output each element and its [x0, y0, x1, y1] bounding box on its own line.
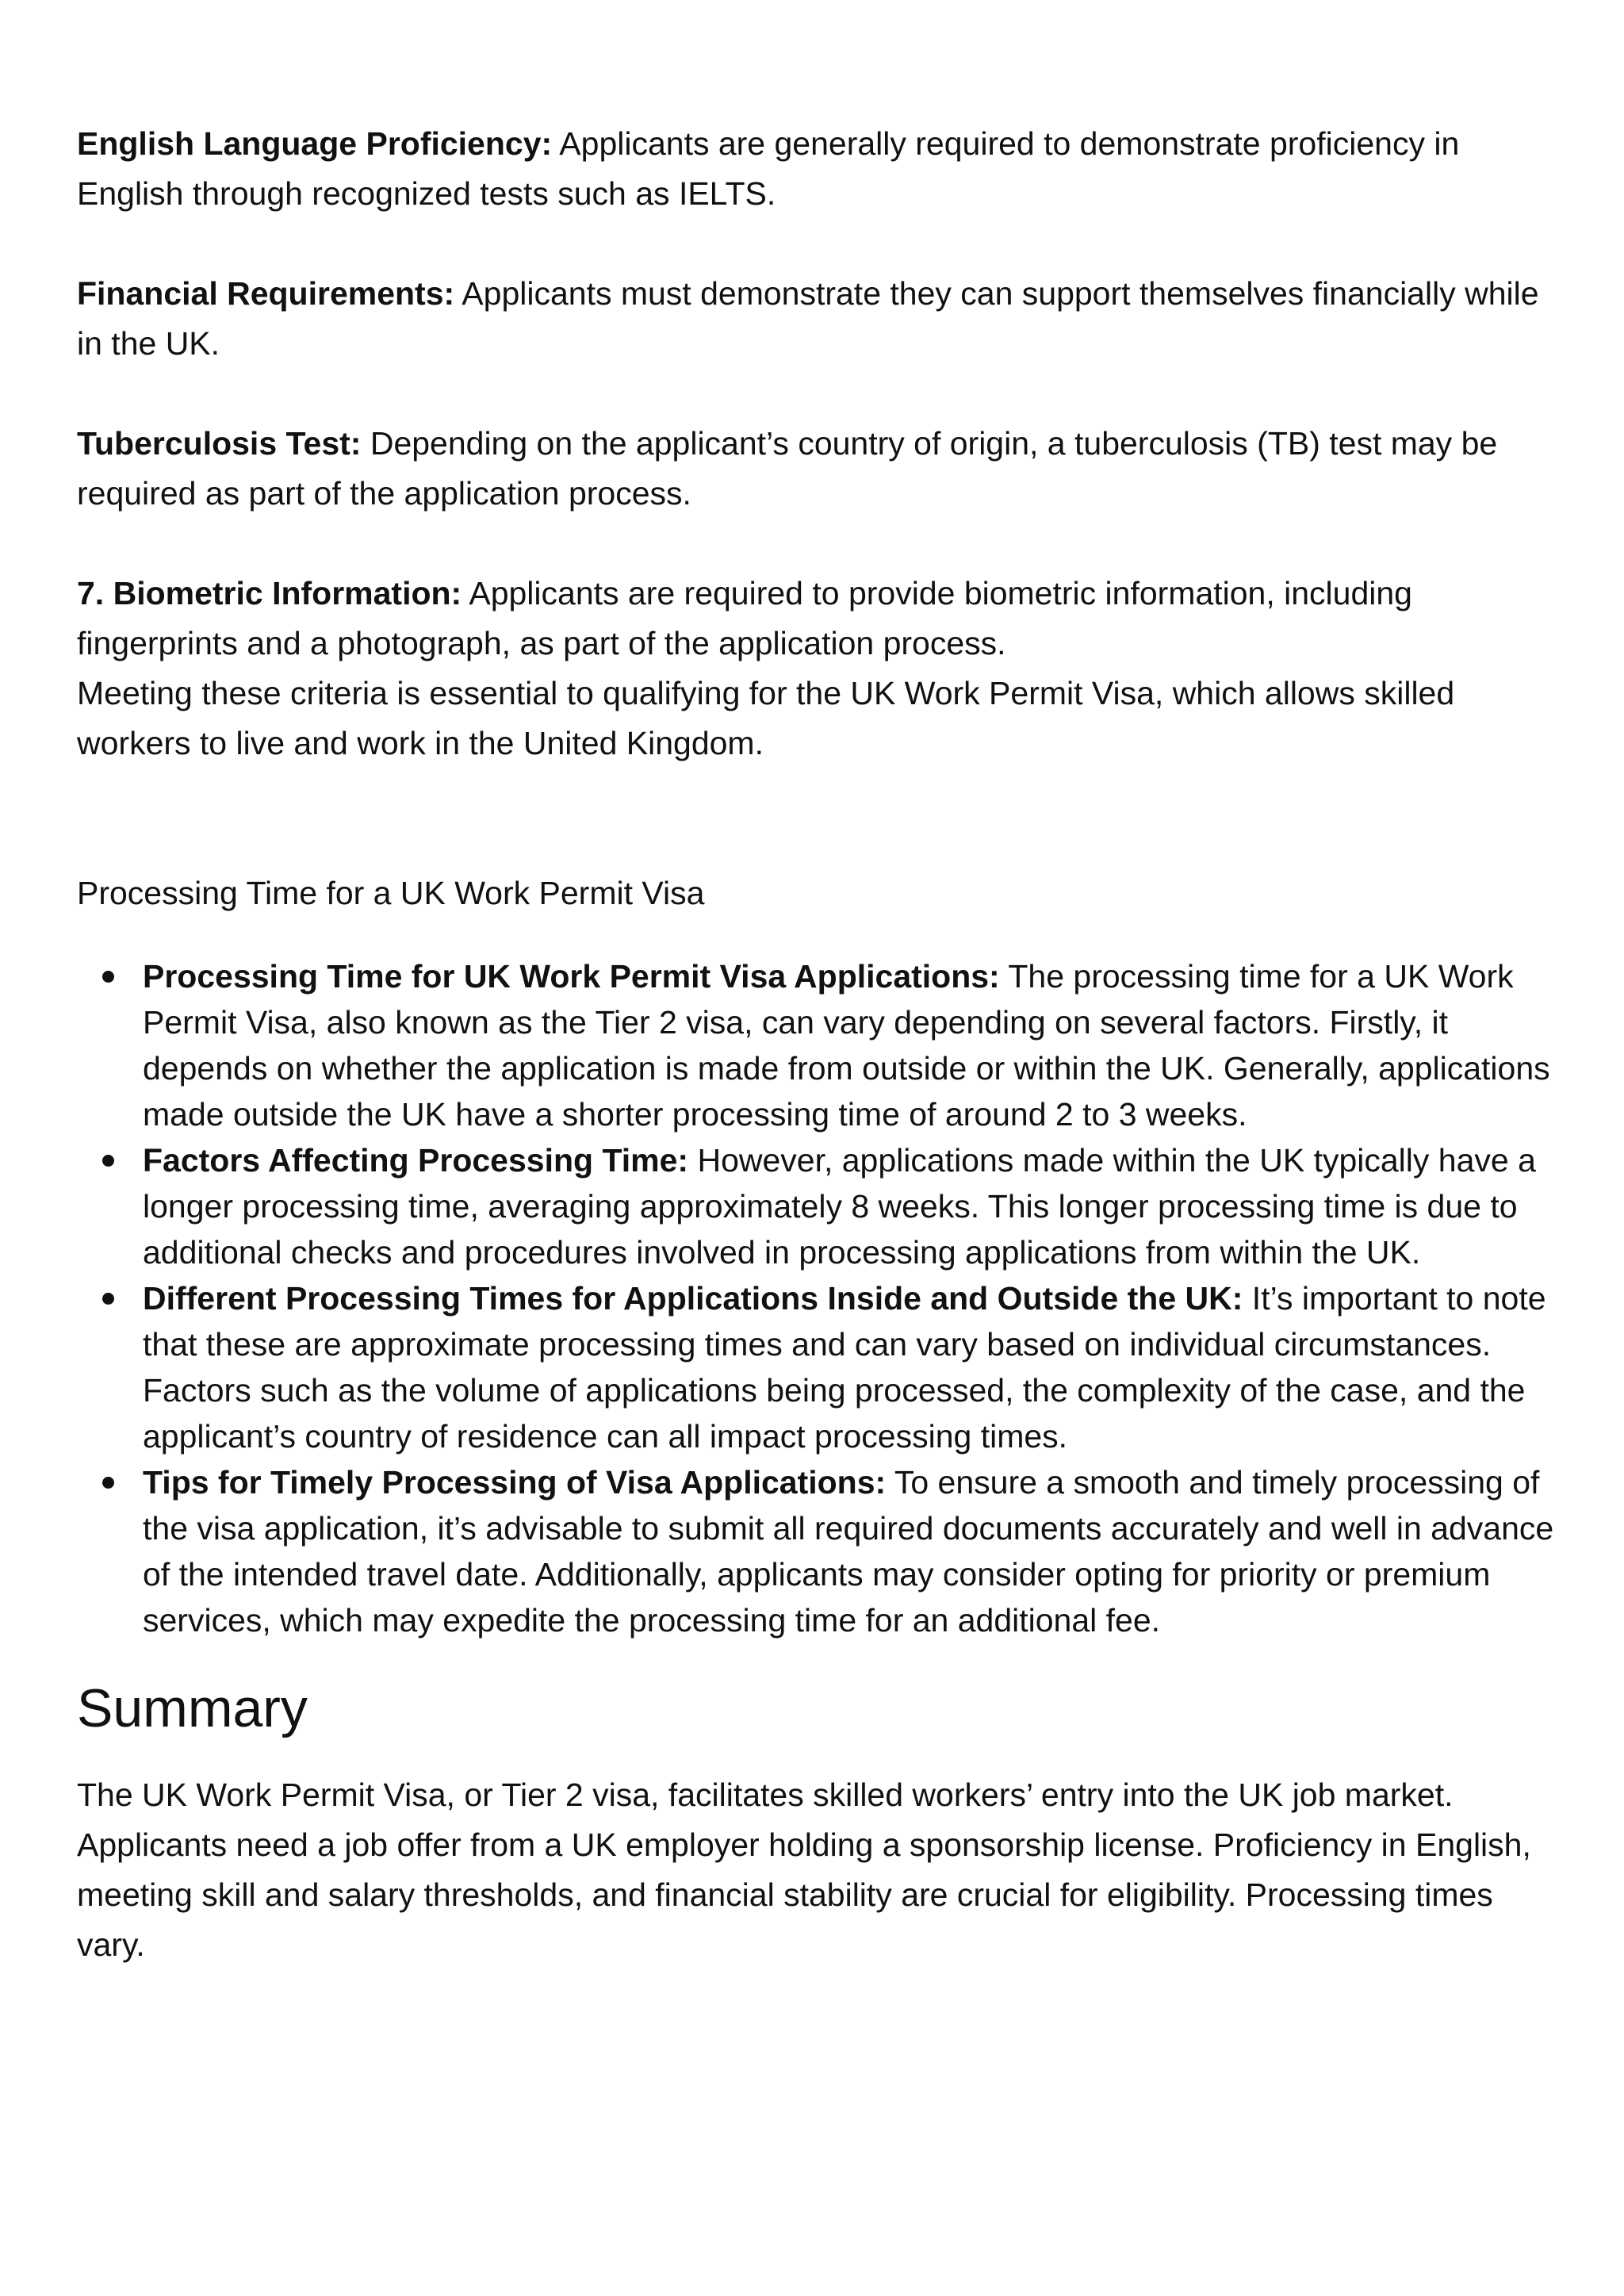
list-item — [77, 1275, 1568, 1459]
list-item-label: Different Processing Times for Applications Inside and Outside the UK: — [143, 1280, 1243, 1317]
document-page — [77, 119, 1568, 1970]
list-item — [77, 1459, 1568, 1643]
list-item-text: The processing time for a UK Work Permit Visa, also known as the Tier 2 visa, can vary depending on several factors. Firstly, it depends on whether the application is made from outside or within the UK. Generally, applications made outside the UK have a shorter processing time of around 2 to 3 weeks. — [143, 958, 1550, 1133]
criterion-text: Applicants are generally required to demonstrate proficiency in English through recognized tests such as IELTS. — [77, 125, 1460, 212]
bullet-icon — [102, 1477, 114, 1489]
criterion-label: Tuberculosis Test: — [77, 425, 362, 462]
list-item-text: To ensure a smooth and timely processing of the visa application, it’s advisable to submit all required documents accurately and well in advance of the intended travel date. Additionally, applicants may consider opting for priority or premium services, which may expedite the processing time for an additional fee. — [143, 1464, 1554, 1639]
summary-text: The UK Work Permit Visa, or Tier 2 visa, facilitates skilled workers’ entry into the UK job market. Applicants need a job offer from a UK employer holding a sponsorship license. Proficiency in English, meeting skill and salary thresholds, and financial stability are crucial for eligibility. Processing times vary. — [77, 1777, 1531, 1963]
criterion-text: Depending on the applicant’s country of origin, a tuberculosis (TB) test may be required as part of the application process. — [77, 425, 1498, 512]
criterion-label: 7. Biometric Information: — [77, 575, 462, 611]
bullet-icon — [102, 1155, 114, 1167]
summary-heading: Summary — [77, 1678, 308, 1738]
criterion-label: Financial Requirements: — [77, 275, 455, 312]
closing-note: Meeting these criteria is essential to qualifying for the UK Work Permit Visa, which allows skilled workers to live and work in the United Kingdom. — [77, 675, 1455, 761]
list-item-text: However, applications made within the UK typically have a longer processing time, averaging approximately 8 weeks. This longer processing time is due to additional checks and procedures involved in processing applications from within the UK. — [143, 1142, 1536, 1271]
bullet-icon — [102, 1293, 114, 1305]
list-item-text: It’s important to note that these are approximate processing times and can vary based on individual circumstances. Factors such as the volume of applications being processed, the complexity of the case, and the applicant’s country of residence can all impact processing times. — [143, 1280, 1546, 1455]
list-item — [77, 953, 1568, 1137]
processing-heading: Processing Time for a UK Work Permit Visa — [77, 875, 705, 911]
criterion-biometric — [77, 569, 1568, 669]
list-item-label: Factors Affecting Processing Time: — [143, 1142, 689, 1179]
list-item-label: Processing Time for UK Work Permit Visa Applications: — [143, 958, 1000, 995]
criterion-tuberculosis — [77, 419, 1568, 519]
processing-list — [77, 953, 1568, 1643]
criterion-label: English Language Proficiency: — [77, 125, 553, 162]
criterion-text: Applicants must demonstrate they can support themselves financially while in the UK. — [77, 275, 1539, 362]
criterion-english — [77, 119, 1568, 219]
list-item — [77, 1137, 1568, 1275]
list-item-label: Tips for Timely Processing of Visa Applications: — [143, 1464, 887, 1501]
bullet-icon — [102, 971, 114, 983]
criterion-financial — [77, 269, 1568, 369]
criterion-text: Applicants are required to provide biometric information, including fingerprints and a photograph, as part of the application process. — [77, 575, 1412, 661]
